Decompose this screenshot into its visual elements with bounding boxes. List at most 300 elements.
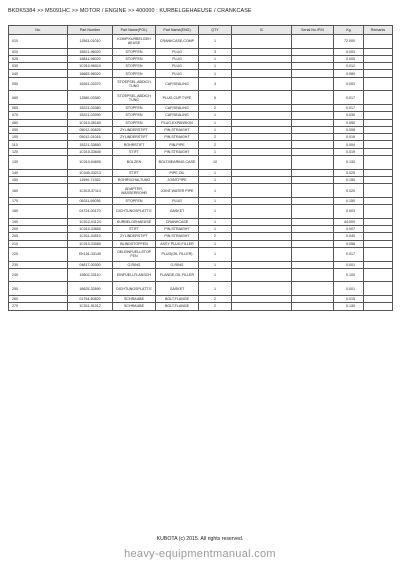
part-name-pol-cell: ROHRSCHALTUNG <box>113 176 156 183</box>
part-name-eng-cell: PIN,STRAIGHT <box>156 134 199 141</box>
serial-number-cell <box>292 141 334 148</box>
item-number-cell: 170 <box>9 197 68 204</box>
item-number-cell: 180 <box>9 205 68 219</box>
weight-kg-cell: 0.004 <box>334 141 364 148</box>
part-name-eng-cell: JOINT,PIPE <box>156 176 199 183</box>
part-number-cell: 05012-01016 <box>68 134 113 141</box>
column-header: Remarks <box>364 26 393 35</box>
quantity-cell: 1 <box>199 112 232 119</box>
weight-kg-cell: 0.089 <box>334 70 364 77</box>
table-row <box>9 205 393 219</box>
remarks-cell <box>364 184 393 198</box>
quantity-cell: 10 <box>199 156 232 170</box>
table-row <box>9 134 393 141</box>
ic-code-cell <box>232 295 292 302</box>
part-name-eng-cell: CRANKCASE <box>156 218 199 225</box>
part-name-pol-cell: STOPFEN <box>113 119 156 126</box>
remarks-cell <box>364 205 393 219</box>
part-name-pol-cell: DICHTUNGSPLATT E <box>113 205 156 219</box>
item-number-cell: 010 <box>9 35 68 49</box>
weight-kg-cell: 0.017 <box>334 91 364 105</box>
part-name-eng-cell: GASKET <box>156 282 199 296</box>
serial-number-cell <box>292 303 334 310</box>
item-number-cell: 120 <box>9 148 68 155</box>
item-number-cell: 050 <box>9 77 68 91</box>
serial-number-cell <box>292 119 334 126</box>
serial-number-cell <box>292 112 334 119</box>
part-name-eng-cell: PIPE,OIL <box>156 169 199 176</box>
part-name-pol-cell: SCHRAUBE <box>113 295 156 302</box>
part-name-pol-cell: STOPFEN <box>113 70 156 77</box>
quantity-cell: 1 <box>199 126 232 133</box>
table-row <box>9 48 393 55</box>
table-row <box>9 119 393 126</box>
part-name-pol-cell: STOEPSEL,ABDICH TUNG <box>113 77 156 91</box>
item-number-cell: 030 <box>9 63 68 70</box>
remarks-cell <box>364 226 393 233</box>
weight-kg-cell: 44.000 <box>334 218 364 225</box>
part-number-cell: 1J563-01010 <box>68 35 113 49</box>
ic-code-cell <box>232 126 292 133</box>
remarks-cell <box>364 218 393 225</box>
serial-number-cell <box>292 218 334 225</box>
part-name-pol-cell: STOPFEN <box>113 55 156 62</box>
ic-code-cell <box>232 261 292 268</box>
part-number-cell: 15602-33110 <box>68 268 113 282</box>
item-number-cell: 250 <box>9 282 68 296</box>
serial-number-cell <box>292 63 334 70</box>
serial-number-cell <box>292 156 334 170</box>
quantity-cell: 1 <box>199 282 232 296</box>
ic-code-cell <box>232 134 292 141</box>
quantity-cell: 1 <box>199 176 232 183</box>
table-row <box>9 104 393 111</box>
ic-code-cell <box>232 70 292 77</box>
quantity-cell: 1 <box>199 218 232 225</box>
part-number-cell: 15841-96020 <box>68 55 113 62</box>
remarks-cell <box>364 303 393 310</box>
weight-kg-cell: 0.003 <box>334 205 364 219</box>
table-row <box>9 226 393 233</box>
table-row <box>9 63 393 70</box>
table-row <box>9 77 393 91</box>
part-number-cell: 04724-00170 <box>68 205 113 219</box>
remarks-cell <box>364 63 393 70</box>
table-row <box>9 184 393 198</box>
part-name-eng-cell: CRANKCASE,COMP <box>156 35 199 49</box>
table-row <box>9 295 393 302</box>
part-name-pol-cell: STIFT <box>113 226 156 233</box>
table-row <box>9 70 393 77</box>
part-name-eng-cell: JOINT,WATER PIPE <box>156 184 199 198</box>
quantity-cell: 1 <box>199 268 232 282</box>
table-body <box>9 35 393 311</box>
part-name-pol-cell: BLINDSTOPFEN <box>113 240 156 247</box>
weight-kg-cell: 0.030 <box>334 112 364 119</box>
ic-code-cell <box>232 197 292 204</box>
part-name-eng-cell: PLUG <box>156 70 199 77</box>
table-row <box>9 55 393 62</box>
weight-kg-cell: 0.016 <box>334 134 364 141</box>
part-number-cell: 1C010-33650 <box>68 226 113 233</box>
quantity-cell: 2 <box>199 233 232 240</box>
remarks-cell <box>364 148 393 155</box>
table-row <box>9 91 393 105</box>
table-row <box>9 156 393 170</box>
part-name-eng-cell: PIN,PIPE <box>156 141 199 148</box>
ic-code-cell <box>232 282 292 296</box>
part-name-eng-cell: PLUG <box>156 48 199 55</box>
ic-code-cell <box>232 156 292 170</box>
ic-code-cell <box>232 119 292 126</box>
table-row <box>9 233 393 240</box>
weight-kg-cell: 0.050 <box>334 119 364 126</box>
column-header: Kg <box>334 26 364 35</box>
part-number-cell: 15221-03390 <box>68 112 113 119</box>
part-name-eng-cell: PLUG(OIL FILLER) <box>156 247 199 261</box>
remarks-cell <box>364 126 393 133</box>
part-name-pol-cell: BOLZEN <box>113 156 156 170</box>
item-number-cell: 040 <box>9 70 68 77</box>
part-number-cell: 16683-96020 <box>68 70 113 77</box>
weight-kg-cell: 72.000 <box>334 35 364 49</box>
part-name-pol-cell: O-RING <box>113 261 156 268</box>
ic-code-cell <box>232 141 292 148</box>
ic-code-cell <box>232 218 292 225</box>
column-header: QTY <box>199 26 232 35</box>
part-name-pol-cell: STOPFEN <box>113 197 156 204</box>
part-name-pol-cell: STOPFEN <box>113 112 156 119</box>
quantity-cell: 1 <box>199 184 232 198</box>
part-name-eng-cell: PIN,STRAIGHT <box>156 233 199 240</box>
part-name-pol-cell: STIFT <box>113 169 156 176</box>
part-number-cell: 1C040-33213 <box>68 169 113 176</box>
table-row <box>9 176 393 183</box>
table-row <box>9 303 393 310</box>
item-number-cell: 140 <box>9 169 68 176</box>
part-name-eng-cell: PLUG <box>156 63 199 70</box>
part-name-pol-cell: ADAPTER, WASSERROHR <box>113 184 156 198</box>
ic-code-cell <box>232 91 292 105</box>
table-row <box>9 169 393 176</box>
part-name-eng-cell: BOLT,FLANGE <box>156 303 199 310</box>
remarks-cell <box>364 282 393 296</box>
table-row <box>9 282 393 296</box>
ic-code-cell <box>232 55 292 62</box>
weight-kg-cell: 0.150 <box>334 176 364 183</box>
weight-kg-cell: 0.001 <box>334 261 364 268</box>
table-row <box>9 218 393 225</box>
weight-kg-cell: 0.019 <box>334 148 364 155</box>
quantity-cell: 1 <box>199 261 232 268</box>
part-name-pol-cell: KOMP.KURBELGEH AEUSE <box>113 35 156 49</box>
part-number-cell: 15521-96020 <box>68 48 113 55</box>
part-name-pol-cell: ZYLINDERSTIFT <box>113 233 156 240</box>
serial-number-cell <box>292 48 334 55</box>
ic-code-cell <box>232 63 292 70</box>
weight-kg-cell: 0.150 <box>334 197 364 204</box>
item-number-cell: 220 <box>9 247 68 261</box>
part-name-pol-cell: KURBELGEHAEUSE <box>113 218 156 225</box>
remarks-cell <box>364 70 393 77</box>
part-name-pol-cell: STIFT <box>113 148 156 155</box>
quantity-cell: 1 <box>199 205 232 219</box>
part-name-pol-cell: ROHRSTIFT <box>113 141 156 148</box>
ic-code-cell <box>232 104 292 111</box>
serial-number-cell <box>292 261 334 268</box>
part-number-cell: 01754-50820 <box>68 295 113 302</box>
part-name-eng-cell: PIN,STRAIGHT <box>156 148 199 155</box>
item-number-cell: 150 <box>9 176 68 183</box>
ic-code-cell <box>232 48 292 55</box>
part-name-pol-cell: STOEPSEL,ABDICH TUNG <box>113 91 156 105</box>
part-name-eng-cell: PLUG <box>156 55 199 62</box>
quantity-cell: 1 <box>199 55 232 62</box>
serial-number-cell <box>292 205 334 219</box>
ic-code-cell <box>232 169 292 176</box>
part-number-cell: 1C011-91012 <box>68 303 113 310</box>
part-number-cell: 1C010-36160 <box>68 119 113 126</box>
serial-number-cell <box>292 226 334 233</box>
remarks-cell <box>364 119 393 126</box>
weight-kg-cell: 0.130 <box>334 303 364 310</box>
table-row <box>9 240 393 247</box>
part-number-cell: 1C010-33640 <box>68 148 113 155</box>
serial-number-cell <box>292 104 334 111</box>
quantity-cell: 1 <box>199 70 232 77</box>
part-name-pol-cell: STOPFEN <box>113 63 156 70</box>
weight-kg-cell: 0.003 <box>334 77 364 91</box>
ic-code-cell <box>232 205 292 219</box>
remarks-cell <box>364 156 393 170</box>
breadcrumb: BKDK5384 >> M5091HC >> MOTOR / ENGINE >> 400000 : KURBELGEHAEUSE / CRANKCASE <box>8 8 252 14</box>
weight-kg-cell: 0.007 <box>334 226 364 233</box>
column-header: IC <box>232 26 292 35</box>
column-header: Serial No./P/N <box>292 26 334 35</box>
column-header: Part Number <box>68 26 113 35</box>
part-number-cell: 1J590-71352 <box>68 176 113 183</box>
part-name-eng-cell: PLUG,EXPANSION <box>156 119 199 126</box>
serial-number-cell <box>292 247 334 261</box>
quantity-cell: 6 <box>199 91 232 105</box>
quantity-cell: 2 <box>199 303 232 310</box>
quantity-cell: 4 <box>199 77 232 91</box>
weight-kg-cell: 0.058 <box>334 240 364 247</box>
part-number-cell: 1C010-33080 <box>68 240 113 247</box>
part-name-eng-cell: CAP,SEALING <box>156 104 199 111</box>
quantity-cell: 2 <box>199 134 232 141</box>
ic-code-cell <box>232 112 292 119</box>
remarks-cell <box>364 112 393 119</box>
part-name-eng-cell: BOLT,BEARING CASE <box>156 156 199 170</box>
weight-kg-cell: 0.040 <box>334 233 364 240</box>
serial-number-cell <box>292 77 334 91</box>
part-name-pol-cell: SCHRAUBE <box>113 303 156 310</box>
part-name-eng-cell: ASSY PLUG,FILLER <box>156 240 199 247</box>
remarks-cell <box>364 77 393 91</box>
part-name-eng-cell: PIN,STRAIGHT <box>156 226 199 233</box>
weight-kg-cell: 0.017 <box>334 104 364 111</box>
quantity-cell: 1 <box>199 226 232 233</box>
remarks-cell <box>364 55 393 62</box>
part-number-cell: 1C010-04690 <box>68 156 113 170</box>
serial-number-cell <box>292 282 334 296</box>
item-number-cell: 080 <box>9 119 68 126</box>
column-header: Part Name(POL) <box>113 26 156 35</box>
remarks-cell <box>364 247 393 261</box>
part-number-cell: 15221-33850 <box>68 141 113 148</box>
part-name-pol-cell: EINFUELLFLANSCH <box>113 268 156 282</box>
quantity-cell: 1 <box>199 119 232 126</box>
item-number-cell: 020 <box>9 48 68 55</box>
part-name-eng-cell: O-RING <box>156 261 199 268</box>
weight-kg-cell: 0.100 <box>334 268 364 282</box>
ic-code-cell <box>232 226 292 233</box>
item-number-cell: 210 <box>9 240 68 247</box>
table-row <box>9 148 393 155</box>
site-watermark: heavy-equipmentmanual.com <box>124 548 276 560</box>
remarks-cell <box>364 240 393 247</box>
remarks-cell <box>364 91 393 105</box>
part-name-pol-cell: STOPFEN <box>113 48 156 55</box>
quantity-cell: 1 <box>199 35 232 49</box>
parts-table <box>8 25 393 311</box>
ic-code-cell <box>232 35 292 49</box>
part-name-pol-cell: ZYLINDERSTIFT <box>113 126 156 133</box>
weight-kg-cell: 0.130 <box>334 156 364 170</box>
serial-number-cell <box>292 148 334 155</box>
part-number-cell: EK151-33140 <box>68 247 113 261</box>
item-number-cell: 260 <box>9 295 68 302</box>
part-name-eng-cell: PLUG,CUP TYPE <box>156 91 199 105</box>
quantity-cell: 1 <box>199 169 232 176</box>
item-number-cell: 070 <box>9 112 68 119</box>
item-number-cell: 090 <box>9 126 68 133</box>
item-number-cell: 100 <box>9 134 68 141</box>
remarks-cell <box>364 104 393 111</box>
weight-kg-cell: 0.012 <box>334 63 364 70</box>
serial-number-cell <box>292 134 334 141</box>
part-number-cell: 1C010-96010 <box>68 63 113 70</box>
weight-kg-cell: 0.020 <box>334 184 364 198</box>
table-row <box>9 268 393 282</box>
table-row <box>9 261 393 268</box>
part-number-cell: 04817-00300 <box>68 261 113 268</box>
serial-number-cell <box>292 70 334 77</box>
item-number-cell: 270 <box>9 303 68 310</box>
ic-code-cell <box>232 176 292 183</box>
item-number-cell: 160 <box>9 184 68 198</box>
column-header: No. <box>9 26 68 35</box>
part-name-eng-cell: CAP,SEALING <box>156 77 199 91</box>
quantity-cell: 1 <box>199 247 232 261</box>
table-row <box>9 141 393 148</box>
column-header: Part Name(ENG) <box>156 26 199 35</box>
item-number-cell: 130 <box>9 156 68 170</box>
weight-kg-cell: 0.005 <box>334 55 364 62</box>
serial-number-cell <box>292 35 334 49</box>
weight-kg-cell: 0.003 <box>334 48 364 55</box>
copyright-notice: KUBOTA (c) 2015. All rights reserved. <box>156 536 244 542</box>
item-number-cell: 025 <box>9 55 68 62</box>
table-row <box>9 112 393 119</box>
part-name-pol-cell: ZYLINDERSTIFT <box>113 134 156 141</box>
weight-kg-cell: 0.025 <box>334 169 364 176</box>
item-number-cell: 110 <box>9 141 68 148</box>
quantity-cell: 1 <box>199 197 232 204</box>
weight-kg-cell: 0.008 <box>334 126 364 133</box>
serial-number-cell <box>292 184 334 198</box>
part-number-cell: 06311-59036 <box>68 197 113 204</box>
quantity-cell: 2 <box>199 295 232 302</box>
serial-number-cell <box>292 295 334 302</box>
remarks-cell <box>364 233 393 240</box>
part-name-eng-cell: FLANGE,OIL FILLER <box>156 268 199 282</box>
part-name-eng-cell: BOLT,FLANGE <box>156 295 199 302</box>
part-name-eng-cell: GASKET <box>156 205 199 219</box>
quantity-cell: 1 <box>199 240 232 247</box>
remarks-cell <box>364 261 393 268</box>
serial-number-cell <box>292 55 334 62</box>
item-number-cell: 200 <box>9 226 68 233</box>
part-number-cell: 1C011-04510 <box>68 233 113 240</box>
remarks-cell <box>364 176 393 183</box>
part-number-cell: 05012-00825 <box>68 126 113 133</box>
serial-number-cell <box>292 91 334 105</box>
part-name-eng-cell: PLUG <box>156 197 199 204</box>
weight-kg-cell: 0.001 <box>334 282 364 296</box>
remarks-cell <box>364 268 393 282</box>
part-number-cell: 1C010-37114 <box>68 184 113 198</box>
quantity-cell: 1 <box>199 63 232 70</box>
part-name-pol-cell: STOPFEN <box>113 104 156 111</box>
serial-number-cell <box>292 240 334 247</box>
part-number-cell: 15221-03380 <box>68 104 113 111</box>
ic-code-cell <box>232 247 292 261</box>
table-row <box>9 247 393 261</box>
table-header-row <box>9 26 393 35</box>
ic-code-cell <box>232 233 292 240</box>
table-row <box>9 126 393 133</box>
part-name-eng-cell: CAP,SEALING <box>156 112 199 119</box>
weight-kg-cell: 0.015 <box>334 295 364 302</box>
remarks-cell <box>364 134 393 141</box>
item-number-cell: 205 <box>9 233 68 240</box>
serial-number-cell <box>292 126 334 133</box>
serial-number-cell <box>292 233 334 240</box>
item-number-cell: 060 <box>9 91 68 105</box>
serial-number-cell <box>292 176 334 183</box>
ic-code-cell <box>232 268 292 282</box>
remarks-cell <box>364 197 393 204</box>
remarks-cell <box>364 35 393 49</box>
item-number-cell: 230 <box>9 261 68 268</box>
remarks-cell <box>364 169 393 176</box>
quantity-cell: 1 <box>199 148 232 155</box>
item-number-cell: 190 <box>9 218 68 225</box>
part-number-cell: 1J580-03380 <box>68 91 113 105</box>
item-number-cell: 240 <box>9 268 68 282</box>
part-number-cell: 15261-03370 <box>68 77 113 91</box>
ic-code-cell <box>232 303 292 310</box>
remarks-cell <box>364 48 393 55</box>
part-name-pol-cell: OELEINFUELLSTOP FEN <box>113 247 156 261</box>
table-row <box>9 197 393 204</box>
ic-code-cell <box>232 184 292 198</box>
ic-code-cell <box>232 240 292 247</box>
quantity-cell: 2 <box>199 141 232 148</box>
quantity-cell: 3 <box>199 48 232 55</box>
